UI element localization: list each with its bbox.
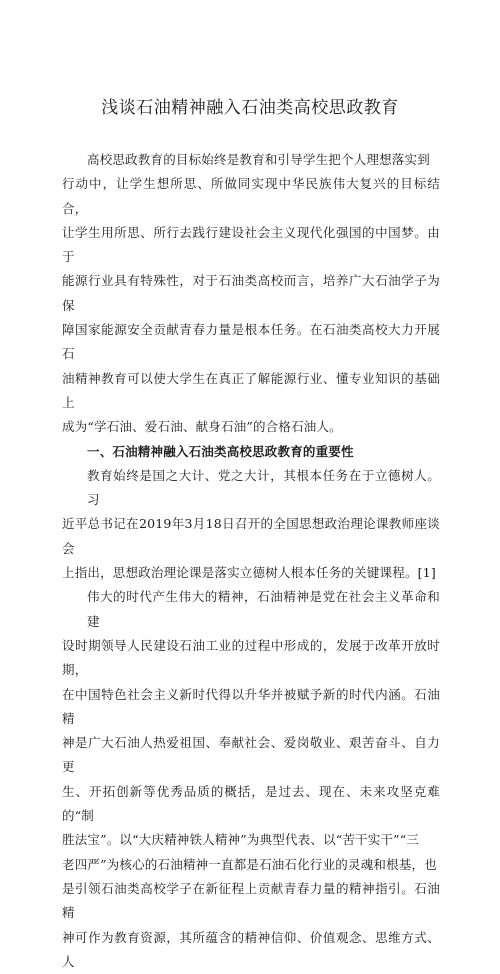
- text-line: 近平总书记在2019年3月18日召开的全国思想政治理论课教师座谈会: [62, 512, 440, 561]
- paragraph-oil-spirit: [62, 585, 440, 974]
- text-line: 老四严”为核心的石油精神一直都是石油石化行业的灵魂和根基，也: [62, 853, 440, 877]
- document-title: 浅谈石油精神融入石油类高校思政教育: [0, 93, 500, 118]
- text-line: 让学生用所思、所行去践行建设社会主义现代化强国的中国梦。由于: [62, 221, 440, 270]
- text-line: 障国家能源安全贡献青春力量是根本任务。在石油类高校大力开展石: [62, 318, 440, 367]
- text-line: 伟大的时代产生伟大的精神，石油精神是党在社会主义革命和建: [62, 585, 440, 634]
- text-line: 在中国特色社会主义新时代得以升华并被赋予新的时代内涵。石油精: [62, 683, 440, 732]
- text-line: 教育始终是国之大计、党之大计，其根本任务在于立德树人。习: [62, 464, 440, 513]
- paragraph-intro: [62, 148, 440, 440]
- text-line: 上指出，思想政治理论课是落实立德树人根本任务的关键课程。[1]: [62, 561, 440, 585]
- text-line: 生、开拓创新等优秀品质的概括，是过去、现在、未来攻坚克难的“制: [62, 780, 440, 829]
- document-body: [62, 148, 440, 974]
- text-line: 是引领石油类高校学子在新征程上贡献青春力量的精神指引。石油精: [62, 877, 440, 926]
- text-line: 高校思政教育的目标始终是教育和引导学生把个人理想落实到: [62, 148, 440, 172]
- paragraph-education: [62, 464, 440, 585]
- text-line: 行动中，让学生想所思、所做同实现中华民族伟大复兴的目标结合，: [62, 172, 440, 221]
- text-line: 能源行业具有特殊性，对于石油类高校而言，培养广大石油学子为保: [62, 269, 440, 318]
- text-line: 成为“学石油、爱石油、献身石油”的合格石油人。: [62, 415, 440, 439]
- section-heading: 一、石油精神融入石油类高校思政教育的重要性: [62, 440, 440, 464]
- text-line: 胜法宝”。以“大庆精神铁人精神”为典型代表、以“苦干实干”“三: [62, 828, 440, 852]
- text-line: 神是广大石油人热爱祖国、奉献社会、爱岗敬业、艰苦奋斗、自力更: [62, 731, 440, 780]
- text-line: 神可作为教育资源，其所蕴含的精神信仰、价值观念、思维方式、人: [62, 926, 440, 974]
- text-line: 油精神教育可以使大学生在真正了解能源行业、懂专业知识的基础上: [62, 367, 440, 416]
- text-line: 设时期领导人民建设石油工业的过程中形成的，发展于改革开放时期，: [62, 634, 440, 683]
